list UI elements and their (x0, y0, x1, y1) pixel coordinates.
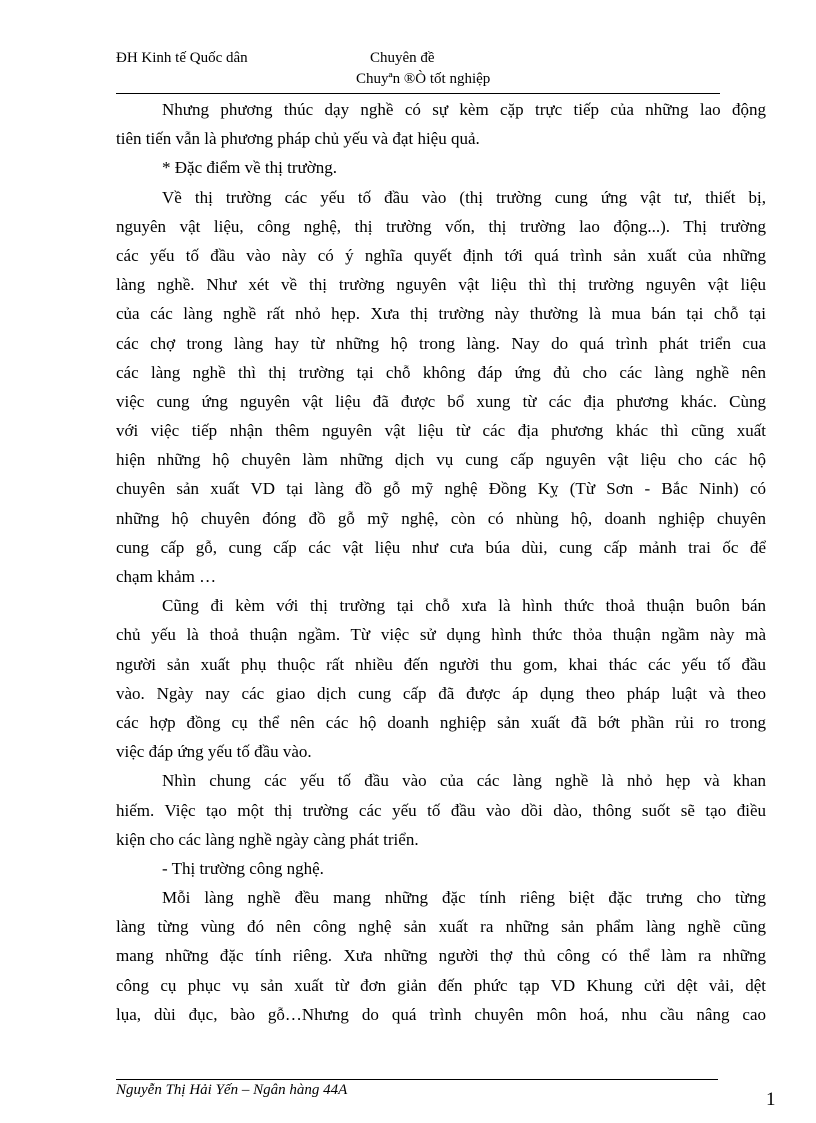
text-line: chuyên sản xuất VD tại làng đồ gỗ mỹ nghệ Đồng Kỵ (Từ Sơn - Bắc Ninh) có (116, 479, 766, 499)
text-line: các chợ trong làng hay từ những hộ trong làng. Nay do quá trình phát triển cua (116, 333, 766, 353)
text-line: nguyên vật liệu, công nghệ, thị trường vốn, thị trường lao động...). Thị trường (116, 216, 766, 236)
page-number: 1 (766, 1089, 776, 1110)
text-line: Cũng đi kèm với thị trường tại chỗ xưa là hình thức thoả thuận buôn bán (162, 596, 766, 616)
text-line: * Đặc điểm về thị trường. (162, 158, 337, 178)
text-line: những hộ chuyên đóng đồ gỗ mỹ nghệ, còn có nhùng hộ, doanh nghiệp chuyên (116, 508, 766, 528)
text-line: việc cung ứng nguyên vật liệu đã được bổ xung từ các địa phương khác. Cùng (116, 391, 766, 411)
text-line: hiện những hộ chuyên làm những dịch vụ cung cấp nguyên vật liệu cho các hộ (116, 450, 766, 470)
text-line: hiếm. Việc tạo một thị trường các yếu tố đầu vào dồi dào, thông suốt sẽ tạo điều (116, 800, 766, 820)
footer-author: Nguyễn Thị Hải Yến – Ngân hàng 44A (116, 1082, 348, 1098)
text-line: Mỗi làng nghề đều mang những đặc tính riêng biệt đặc trưng cho từng (162, 888, 766, 908)
text-line: - Thị trường công nghệ. (162, 858, 324, 878)
text-line: công cụ phục vụ sản xuất từ đơn giản đến phức tạp VD Khung cửi dệt vải, dệt (116, 975, 766, 995)
text-line: việc đáp ứng yếu tố đầu vào. (116, 742, 312, 762)
header-subtitle: Chuyªn ®Ò tốt nghiệp (356, 71, 491, 87)
text-line: mang những đặc tính riêng. Xưa những người thợ thủ công có thể làm ra những (116, 946, 766, 966)
text-line: vào. Ngày nay các giao dịch cung cấp đã được áp dụng theo pháp luật và theo (116, 683, 766, 703)
text-line: Nhìn chung các yếu tố đầu vào của các làng nghề là nhỏ hẹp và khan (162, 771, 766, 791)
text-line: lụa, dùi đục, bào gỗ…Nhưng do quá trình chuyên môn hoá, nhu cầu nâng cao (116, 1004, 766, 1024)
text-line: làng nghề. Như xét về thị trường nguyên vật liệu thì thị trường nguyên vật liệu (116, 275, 766, 295)
text-line: kiện cho các làng nghề ngày càng phát triển. (116, 829, 419, 849)
text-line: các làng nghề thì thị trường tại chỗ không đáp ứng đủ cho các làng nghề nên (116, 362, 766, 382)
text-line: của các làng nghề rất nhỏ hẹp. Xưa thị trường này thường là mua bán tại chỗ tại (116, 304, 766, 324)
text-line: tiên tiến vẫn là phương pháp chủ yếu và đạt hiệu quả. (116, 129, 480, 149)
text-line: chủ yếu là thoả thuận ngầm. Từ việc sử dụng hình thức thỏa thuận ngầm này mà (116, 625, 766, 645)
document-body (116, 95, 766, 1029)
text-line: Về thị trường các yếu tố đầu vào (thị trường cung ứng vật tư, thiết bị, (162, 187, 766, 207)
text-line: làng từng vùng đó nên công nghệ sản xuất ra những sản phẩm làng nghề cũng (116, 917, 766, 937)
footer-divider (116, 1079, 718, 1080)
header-divider (116, 93, 720, 94)
text-line: các yếu tố đầu vào này có ý nghĩa quyết định tới quá trình sản xuất của những (116, 245, 766, 265)
text-line: chạm khảm … (116, 567, 217, 586)
text-line: người sản xuất phụ thuộc rất nhiều đến người thu gom, khai thác các yếu tố đầu (116, 654, 766, 674)
text-line: các hợp đồng cụ thể nên các hộ doanh nghiệp sản xuất đã bớt phần rủi ro trong (116, 712, 766, 732)
text-line: cung cấp gỗ, cung cấp các vật liệu như cưa búa dùi, cung cấp mảnh trai ốc để (116, 537, 766, 557)
text-line: Nhưng phương thúc dạy nghề có sự kèm cặp trực tiếp của những lao động (162, 100, 766, 119)
header-institution: ĐH Kinh tế Quốc dân (116, 50, 248, 66)
text-line: với việc tiếp nhận thêm nguyên vật liệu từ các địa phương khác thì cũng xuất (116, 421, 766, 441)
header-title: Chuyên đề (370, 50, 435, 66)
